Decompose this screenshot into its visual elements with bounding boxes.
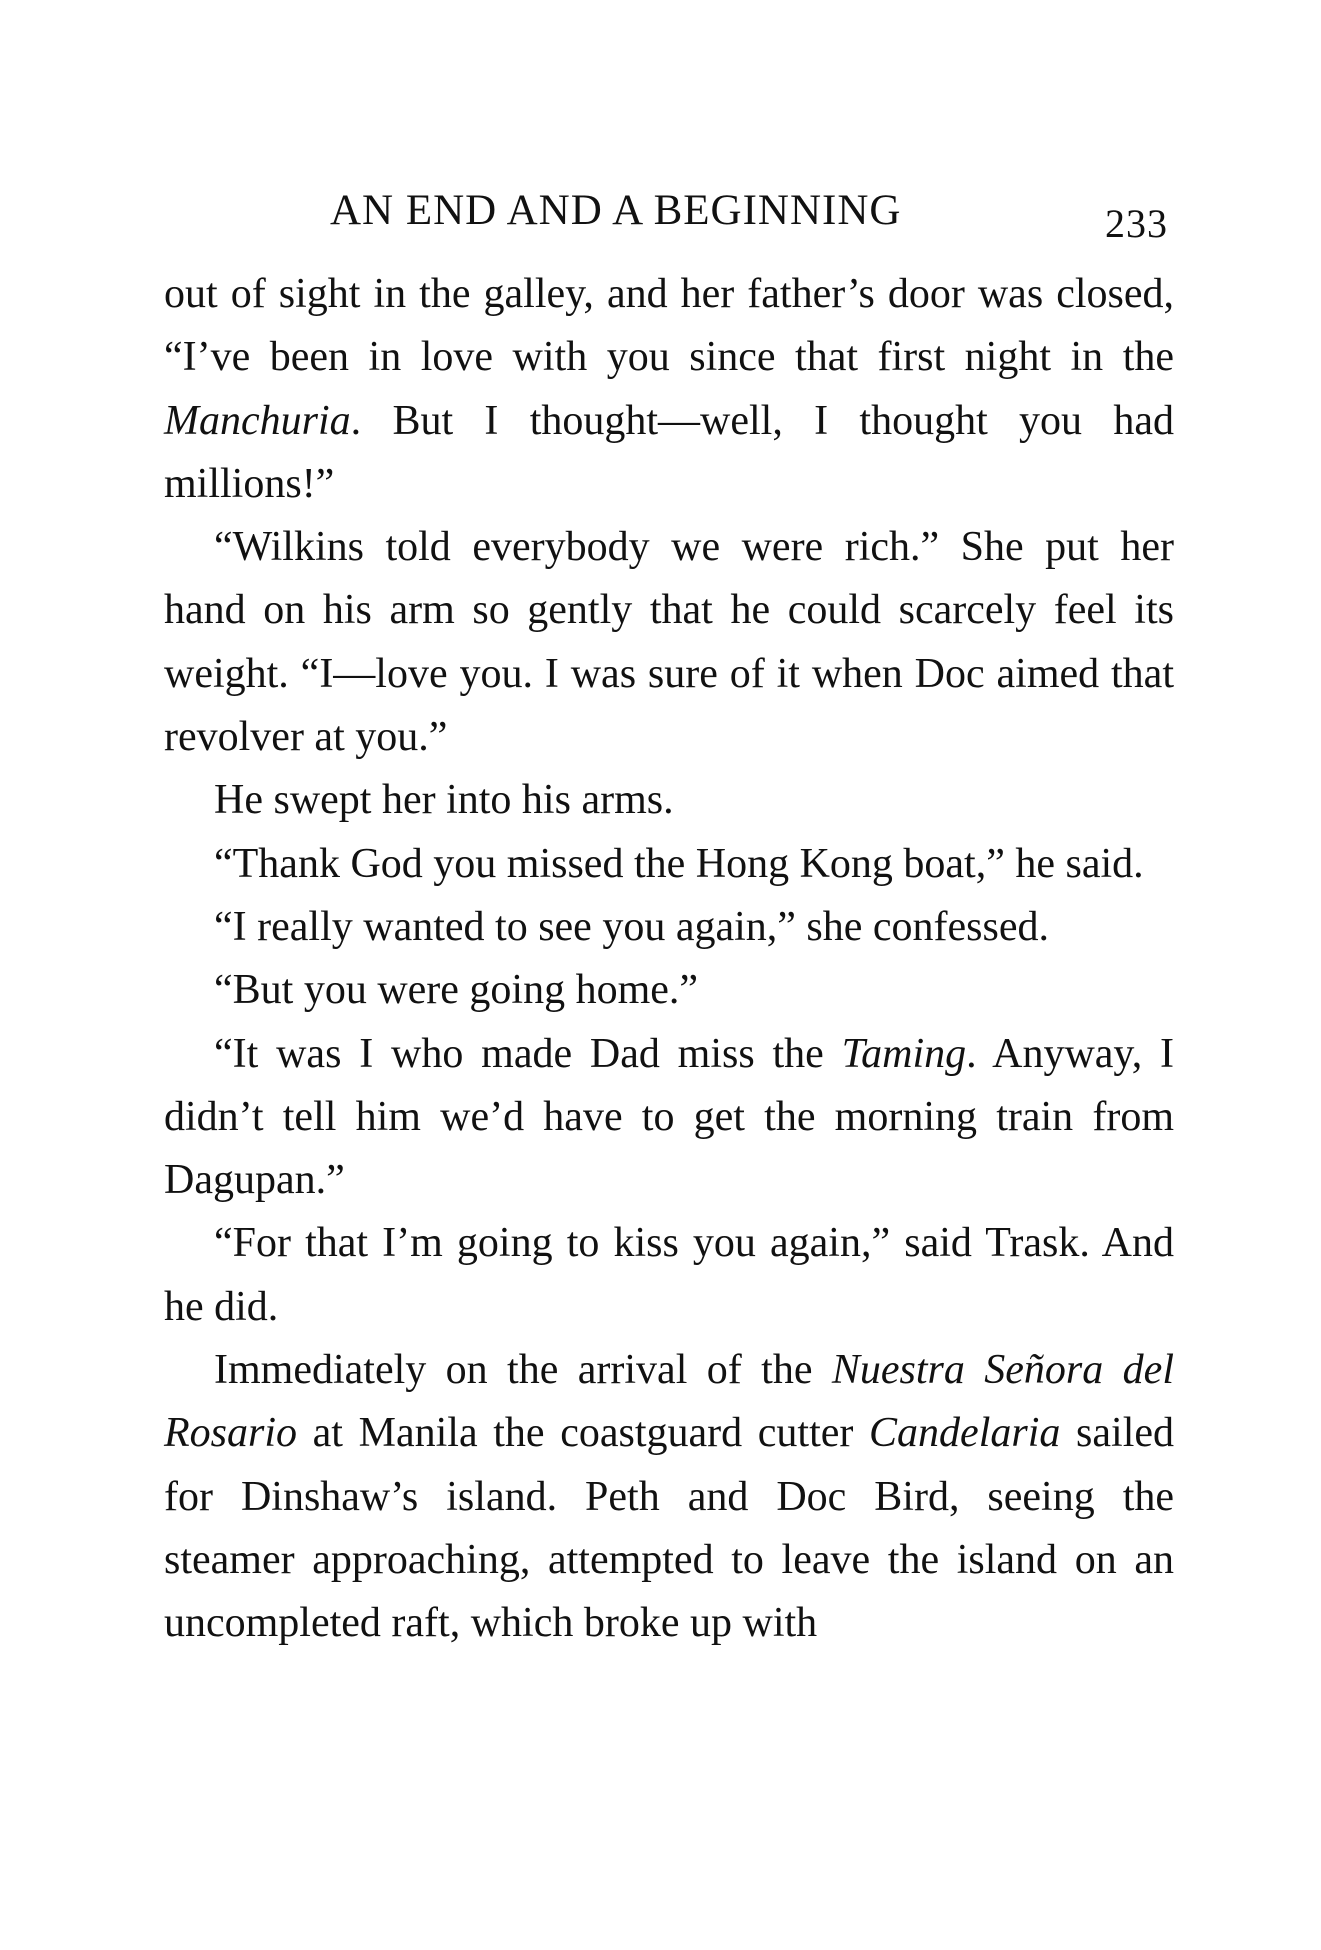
paragraph <box>164 263 1174 516</box>
text-segment: . But I thought—well, I thought you had millions!” <box>164 397 1174 507</box>
text-segment: “I really wanted to see you again,” she confessed. <box>214 903 1049 950</box>
text-segment: . Anyway, I didn’t tell him we’d have to get the morning train from Dagupan.” <box>164 1030 1174 1204</box>
text-segment: He swept her into his arms. <box>214 777 674 824</box>
chapter-title: AN END AND A BEGINNING <box>330 187 902 234</box>
italic-ship-name: Taming <box>841 1030 967 1077</box>
paragraph <box>164 1023 1174 1213</box>
text-segment: “It was I who made Dad miss the <box>214 1030 842 1077</box>
italic-ship-name: Nuestra Señora del Rosario <box>164 1347 1174 1457</box>
italic-ship-name: Manchuria <box>164 397 351 444</box>
text-segment: “For that I’m going to kiss you again,” said Trask. And he did. <box>164 1220 1174 1330</box>
page-number: 233 <box>1105 201 1168 246</box>
text-segment: “But you were going home.” <box>214 967 699 1014</box>
paragraph <box>164 516 1174 769</box>
running-head <box>330 186 1180 246</box>
paragraph <box>164 896 1174 959</box>
text-segment: out of sight in the galley, and her father’s door was closed, “I’ve been in love with you since that first night in the <box>164 271 1174 381</box>
text-segment: at Manila the coastguard cutter <box>297 1410 870 1457</box>
paragraph <box>164 833 1174 896</box>
paragraph <box>164 1339 1174 1655</box>
italic-ship-name: Candelaria <box>869 1410 1061 1457</box>
paragraph <box>164 769 1174 832</box>
paragraph <box>164 1212 1174 1339</box>
paragraph <box>164 959 1174 1022</box>
body-text <box>164 263 1174 1656</box>
text-segment: Immediately on the arrival of the <box>214 1347 832 1394</box>
text-segment: sailed for Dinshaw’s island. Peth and Doc Bird, seeing the steamer approaching, attempted to leave the island on an uncompleted raft, which broke up with <box>164 1410 1175 1647</box>
text-segment: “Wilkins told everybody we were rich.” She put her hand on his arm so gently that he could scarcely feel its weight. “I—love you. I was sure of it when Doc aimed that revolver at you.” <box>164 524 1174 761</box>
text-segment: “Thank God you missed the Hong Kong boat,” he said. <box>214 840 1144 887</box>
